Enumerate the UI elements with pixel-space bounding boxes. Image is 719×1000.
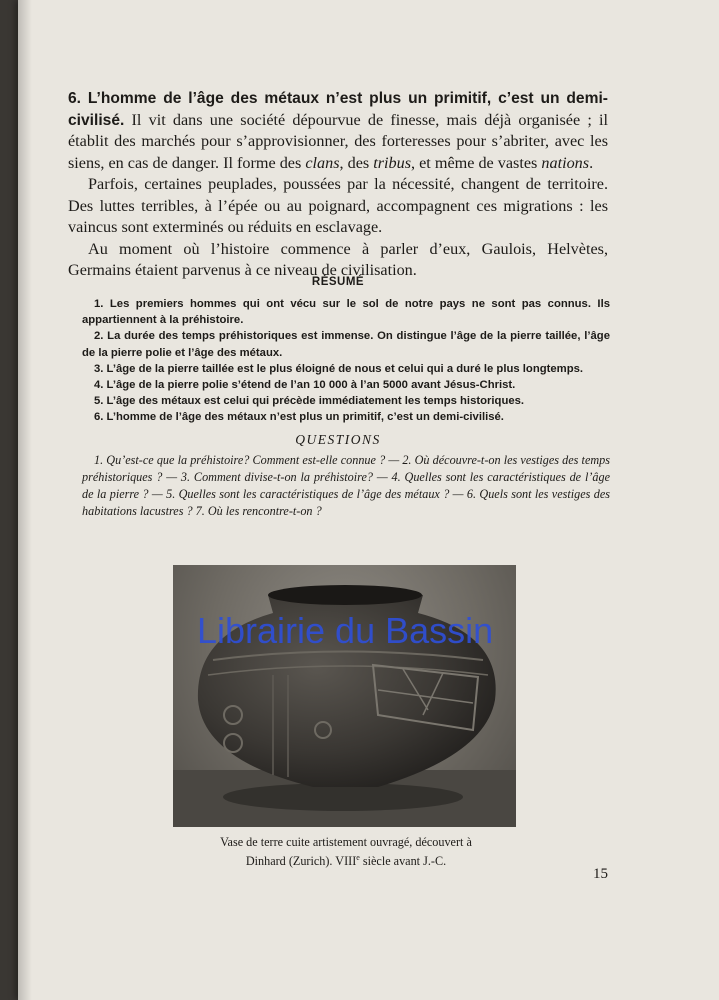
resume-item: 2. La durée des temps préhistoriques est immense. On distingue l’âge de la pierre taillée, l’âge de la pierre polie et l’âge des métaux.: [82, 330, 610, 359]
paragraph-2: Parfois, certaines peuplades, poussées par la nécessité, changent de territoire. Des luttes terribles, à l’épée ou au poignard, accompagnent ces migrations : les vaincus sont exterminés ou réduits en esclavage.: [68, 175, 608, 236]
watermark-text: Librairie du Bassin: [197, 610, 494, 651]
page-number: 15: [593, 866, 608, 882]
vase-illustration: [173, 565, 516, 827]
resume-item: 1. Les premiers hommes qui ont vécu sur le sol de notre pays ne sont pas connus. Ils appartiennent à la préhistoire.: [82, 298, 610, 327]
resume-item: 5. L’âge des métaux est celui qui précède immédiatement les temps historiques.: [94, 395, 525, 408]
resume-item: 6. L’homme de l’âge des métaux n’est plus un primitif, c’est un demi-civilisé.: [94, 411, 504, 424]
resume-item: 3. L’âge de la pierre taillée est le plus éloigné de nous et celui qui a duré le plus longtemps.: [94, 362, 584, 375]
questions-title: QUESTIONS: [295, 432, 381, 447]
section-6: [68, 88, 608, 282]
resume-list: [82, 296, 610, 426]
paragraph-1: 6. L’homme de l’âge des métaux n’est plus un primitif, c’est un demi-civilisé. Il vit dans une société dépourvue de finesse, mais déjà organisée ; il établit des marchés pour s’approvisionner, des forteresses pour s’abriter, avec les siens, en cas de danger. Il forme des clans, des tribus, et même de vastes nations.: [68, 90, 608, 172]
resume-title: RÉSUMÉ: [311, 276, 365, 288]
paragraph-3: Au moment où l’histoire commence à parler d’eux, Gaulois, Helvètes, Germains étaient parvenus à ce niveau de civilisation.: [68, 239, 608, 279]
figure-caption: Vase de terre cuite artistement ouvragé, découvert à Dinhard (Zurich). VIIIe siècle avant J.-C.: [220, 835, 472, 869]
page-gutter-shadow: [18, 0, 32, 1000]
section-heading: 6. L’homme de l’âge des métaux n’est plus un primitif, c’est un demi-civilisé.: [68, 90, 608, 129]
vase-photograph: [173, 565, 516, 827]
questions-text: 1. Qu’est-ce que la préhistoire? Comment est-elle connue ? — 2. Où découvre-t-on les vestiges des temps préhistoriques ? — 3. Comment divise-t-on la préhistoire? — 4. Quelles sont les caractéristiques de l’âge de la pierre ? — 5. Quelles sont les caractéristiques de l’âge des métaux ? — 6. Quels sont les vestiges des habitations lacustres ? 7. Où les rencontre-t-on ?: [82, 453, 610, 518]
resume-item: 4. L’âge de la pierre polie s’étend de l’an 10 000 à l’an 5000 avant Jésus-Christ.: [94, 379, 516, 392]
